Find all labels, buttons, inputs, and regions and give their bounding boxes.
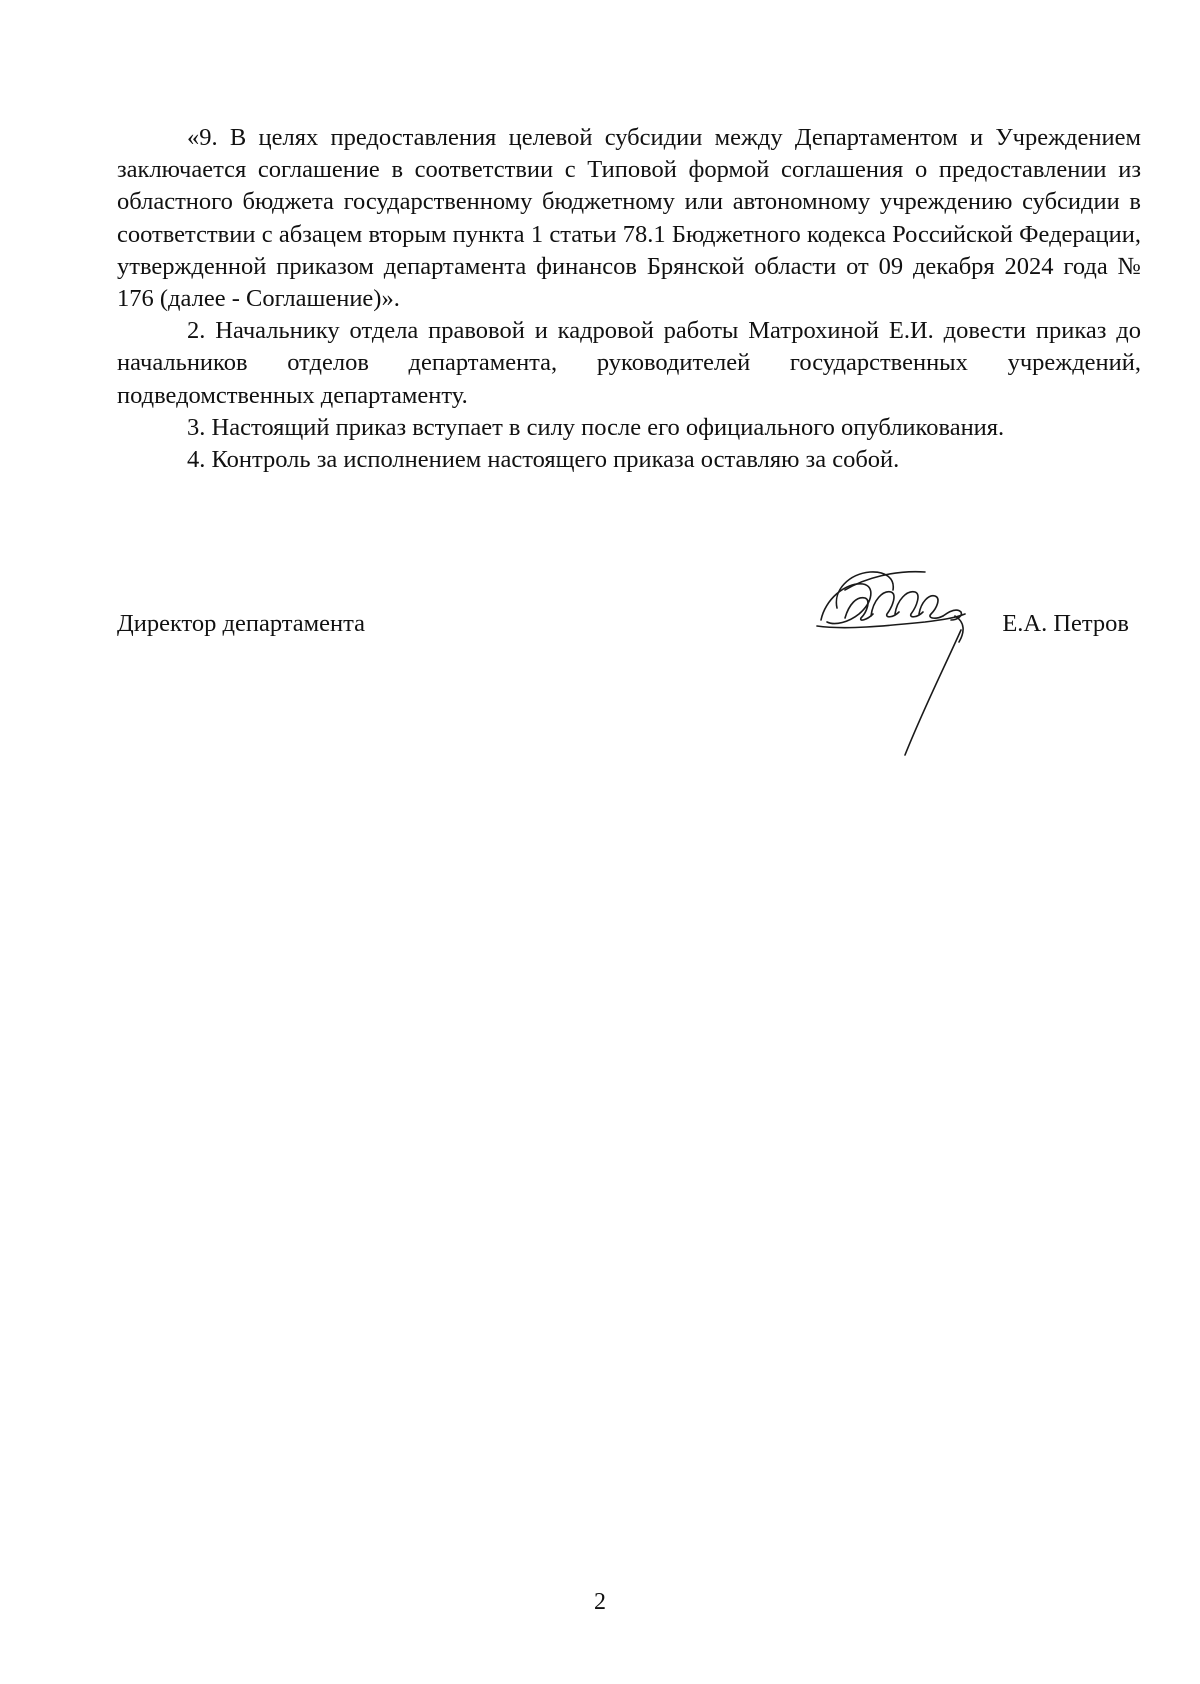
signatory-name: Е.А. Петров — [1002, 610, 1129, 637]
paragraph-item-2: 2. Начальнику отдела правовой и кадровой работы Матрохиной Е.И. довести приказ до начальников отделов департамента, руководителей государственных учреждений, подведомственных департаменту. — [117, 317, 1141, 409]
handwritten-signature — [815, 560, 990, 770]
signatory-title: Директор департамента — [117, 610, 366, 637]
paragraph-item-4: 4. Контроль за исполнением настоящего приказа оставляю за собой. — [187, 446, 900, 474]
paragraph-clause-9: «9. В целях предоставления целевой субсидии между Департаментом и Учреждением заключается соглашение в соответствии с Типовой формой соглашения о предоставлении из областного бюджета государственному бюджетному или автономному учреждению субсидии в соответствии с абзацем вторым пункта 1 статьи 78.1 Бюджетного кодекса Российской Федерации, утвержденной приказом департамента финансов Брянской области от 09 декабря 2024 года № 176 (далее - Соглашение)». — [117, 124, 1141, 313]
document-body — [117, 122, 1141, 476]
page-number: 2 — [594, 1589, 606, 1615]
paragraph-item-3: 3. Настоящий приказ вступает в силу после его официального опубликования. — [187, 413, 1005, 441]
